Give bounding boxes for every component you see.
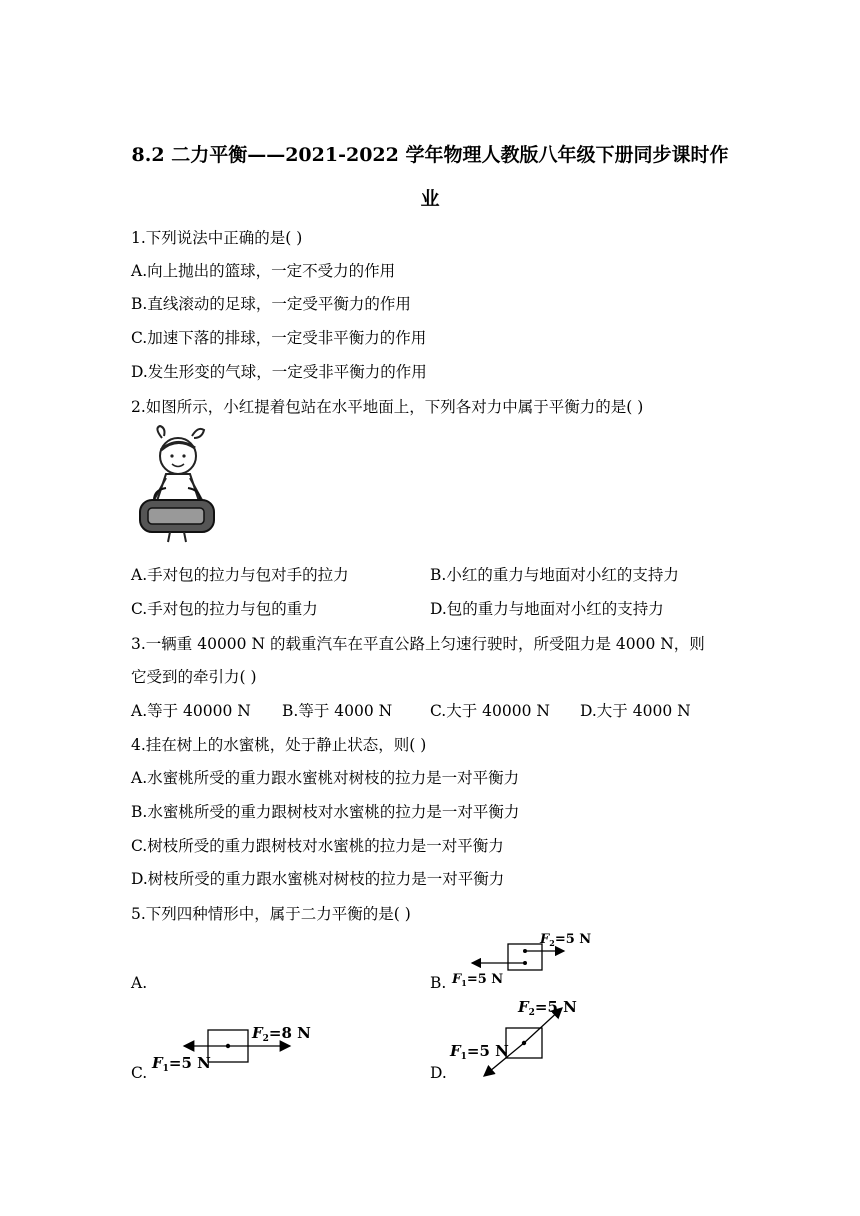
q1-option-a: A.向上抛出的篮球，一定不受力的作用 bbox=[131, 262, 396, 280]
force-diagram-c bbox=[148, 1016, 318, 1078]
force-label-f2: $F_2=5$ N bbox=[518, 998, 577, 1018]
q4-option-c: C.树枝所受的重力跟树枝对水蜜桃的拉力是一对平衡力 bbox=[131, 837, 504, 855]
q4-option-d: D.树枝所受的重力跟水蜜桃对树枝的拉力是一对平衡力 bbox=[131, 870, 505, 888]
q5-stem: 5.下列四种情形中，属于二力平衡的是( ) bbox=[131, 905, 411, 923]
q5-label-b: B. bbox=[430, 974, 447, 992]
force-label-f2: $F_2=5$ N bbox=[540, 932, 592, 948]
q1-option-c: C.加速下落的排球，一定受非平衡力的作用 bbox=[131, 329, 427, 347]
q3-option-a: A.等于 40000 N bbox=[131, 702, 251, 720]
q2-option-b: B.小红的重力与地面对小红的支持力 bbox=[430, 566, 679, 584]
q1-stem: 1.下列说法中正确的是( ) bbox=[131, 229, 303, 247]
page-title-line2: 业 bbox=[420, 188, 440, 210]
q3-option-c: C.大于 40000 N bbox=[430, 702, 550, 720]
force-diagram-d bbox=[448, 994, 588, 1082]
page-title-line1: 8.2 二力平衡——2021-2022 学年物理人教版八年级下册同步课时作 bbox=[131, 144, 729, 166]
q3-option-b: B.等于 4000 N bbox=[282, 702, 393, 720]
q5-label-c: C. bbox=[131, 1064, 148, 1082]
force-label-f1: $F_1=5$ N bbox=[452, 972, 504, 988]
q3-option-d: D.大于 4000 N bbox=[580, 702, 691, 720]
q2-option-a: A.手对包的拉力与包对手的拉力 bbox=[131, 566, 349, 584]
force-label-f1: $F_1=5$ N bbox=[152, 1054, 211, 1074]
q3-stem-line1: 3.一辆重 40000 N 的载重汽车在平直公路上匀速行驶时，所受阻力是 4000 N，则 bbox=[131, 635, 705, 653]
block-b bbox=[508, 944, 542, 970]
q1-option-b: B.直线滚动的足球，一定受平衡力的作用 bbox=[131, 295, 411, 313]
q3-stem-line2: 它受到的牵引力( ) bbox=[131, 668, 257, 686]
q4-option-b: B.水蜜桃所受的重力跟树枝对水蜜桃的拉力是一对平衡力 bbox=[131, 803, 520, 821]
q5-label-a: A. bbox=[131, 974, 148, 992]
q2-option-c: C.手对包的拉力与包的重力 bbox=[131, 600, 318, 618]
force-label-f1: $F_1=5$ N bbox=[450, 1042, 509, 1062]
q1-option-d: D.发生形变的气球，一定受非平衡力的作用 bbox=[131, 363, 427, 381]
q5-label-d: D. bbox=[430, 1064, 447, 1082]
q2-option-d: D.包的重力与地面对小红的支持力 bbox=[430, 600, 664, 618]
q4-stem: 4.挂在树上的水蜜桃，处于静止状态，则( ) bbox=[131, 736, 427, 754]
girl-with-bag-figure bbox=[134, 426, 224, 546]
q2-stem: 2.如图所示，小红提着包站在水平地面上，下列各对力中属于平衡力的是( ) bbox=[131, 398, 644, 416]
force-label-f2: $F_2=8$ N bbox=[252, 1024, 311, 1044]
q4-option-a: A.水蜜桃所受的重力跟水蜜桃对树枝的拉力是一对平衡力 bbox=[131, 769, 520, 787]
force-diagram-b bbox=[446, 928, 592, 990]
